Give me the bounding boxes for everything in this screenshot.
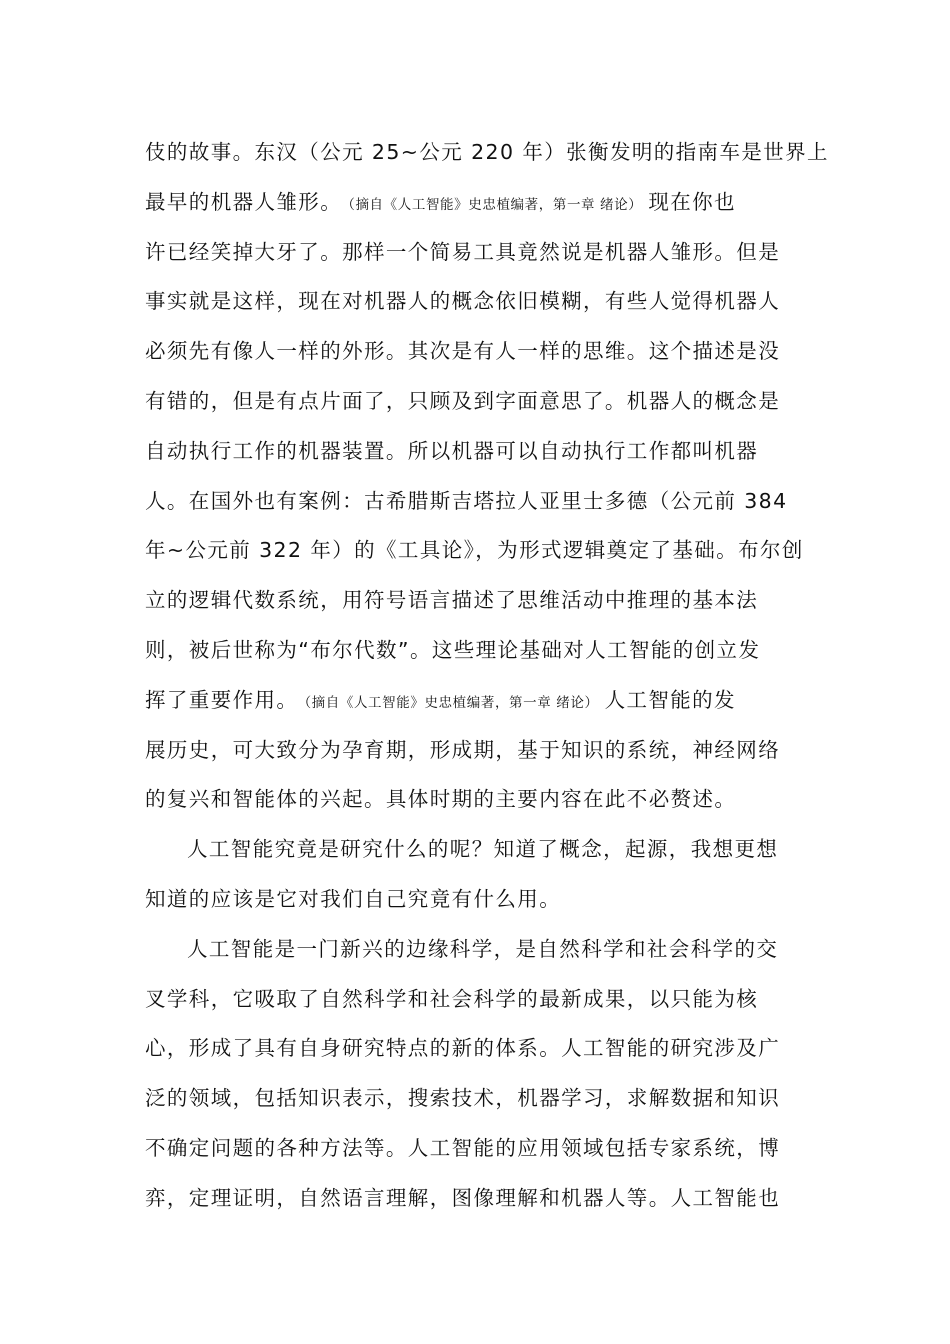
text-line: 事实就是这样，现在对机器人的概念依旧模糊，有些人觉得机器人 — [145, 289, 781, 314]
text-line: 叉学科，它吸取了自然科学和社会科学的最新成果，以只能为核 — [145, 986, 759, 1011]
text-line: 心，形成了具有自身研究特点的新的体系。人工智能的研究涉及广 — [145, 1036, 781, 1061]
paragraph-first-line: 人工智能是一门新兴的边缘科学，是自然科学和社会科学的交 — [187, 936, 779, 961]
text-line: 有错的，但是有点片面了，只顾及到字面意思了。机器人的概念是 — [145, 388, 781, 413]
text-line: 弈，定理证明，自然语言理解，图像理解和机器人等。人工智能也 — [145, 1185, 781, 1210]
text-fragment: 人工智能的发 — [604, 687, 736, 712]
body-text — [145, 128, 829, 1224]
citation: （摘自《人工智能》史忠植编著，第一章 绪论） — [304, 694, 599, 711]
text-line: 泛的领域，包括知识表示，搜索技术，机器学习，求解数据和知识 — [145, 1086, 781, 1111]
text-line: 展历史，可大致分为孕育期，形成期，基于知识的系统，神经网络 — [145, 737, 781, 762]
text-line: 的复兴和智能体的兴起。具体时期的主要内容在此不必赘述。 — [145, 787, 737, 812]
text-line: 年~公元前 322 年）的《工具论》，为形式逻辑奠定了基础。布尔创 — [145, 538, 804, 563]
text-line: 不确定问题的各种方法等。人工智能的应用领域包括专家系统，博 — [145, 1135, 781, 1160]
text-line — [145, 178, 815, 228]
text-line: 必须先有像人一样的外形。其次是有人一样的思维。这个描述是没 — [145, 339, 781, 364]
text-fragment: 现在你也 — [648, 189, 736, 214]
paragraph-first-line: 人工智能究竟是研究什么的呢？知道了概念，起源，我想更想 — [187, 837, 779, 862]
text-line: 自动执行工作的机器装置。所以机器可以自动执行工作都叫机器 — [145, 438, 759, 463]
text-fragment: 挥了重要作用。 — [145, 687, 299, 712]
text-line: 则，被后世称为“布尔代数”。这些理论基础对人工智能的创立发 — [145, 637, 761, 662]
text-line: 人。在国外也有案例：古希腊斯吉塔拉人亚里士多德（公元前 384 — [145, 488, 788, 513]
citation: （摘自《人工智能》史忠植编著，第一章 绪论） — [348, 196, 643, 213]
text-line: 知道的应该是它对我们自己究竟有什么用。 — [145, 886, 562, 911]
text-line: 许已经笑掉大牙了。那样一个简易工具竟然说是机器人雏形。但是 — [145, 239, 781, 264]
text-line — [145, 676, 815, 726]
text-line: 伎的故事。东汉（公元 25~公元 220 年）张衡发明的指南车是世界上 — [145, 140, 829, 164]
text-fragment: 最早的机器人雏形。 — [145, 189, 343, 214]
text-line: 立的逻辑代数系统，用符号语言描述了思维活动中推理的基本法 — [145, 588, 759, 613]
